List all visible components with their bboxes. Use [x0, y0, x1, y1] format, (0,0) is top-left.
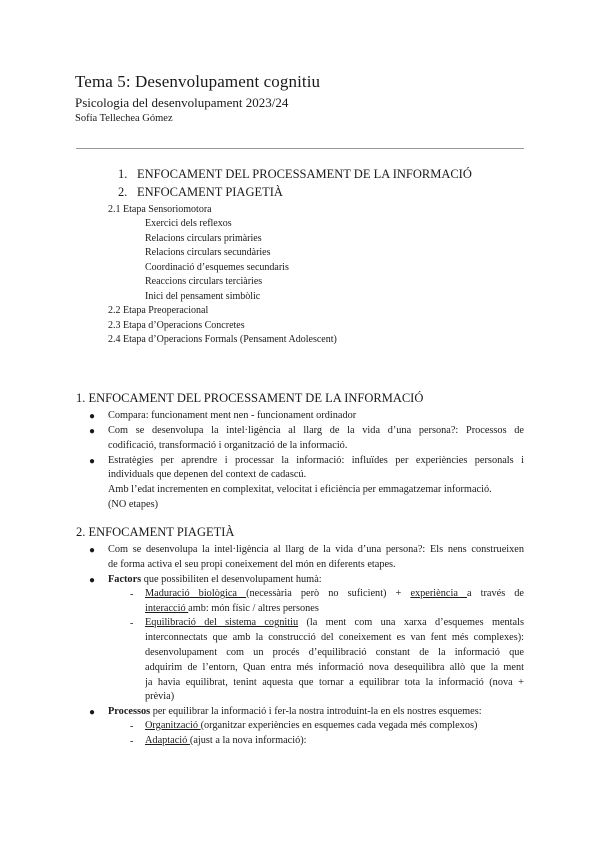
list-item-line: desenvolupament com un procés d’equilibració constant de la informació que: [145, 647, 524, 658]
horizontal-divider: [76, 148, 524, 149]
toc-item-processament[interactable]: ENFOCAMENT DEL PROCESSAMENT DE LA INFORMACIÓ: [137, 167, 472, 181]
factor-equilibracio-line: [145, 617, 524, 632]
toc-item-number: 1.: [118, 167, 128, 181]
page-subtitle: Psicologia del desenvolupament 2023/24: [75, 95, 289, 110]
toc-subsub-item[interactable]: Relacions circulars primàries: [145, 233, 262, 244]
toc-sub-preoperacional[interactable]: 2.2 Etapa Preoperacional: [108, 305, 209, 316]
section-heading-processament: 1. ENFOCAMENT DEL PROCESSAMENT DE LA INFORMACIÓ: [76, 391, 424, 405]
bullet-icon: ●: [89, 545, 96, 556]
toc-subsub-item[interactable]: Relacions circulars secundàries: [145, 247, 271, 258]
page-title: Tema 5: Desenvolupament cognitiu: [75, 72, 321, 91]
list-item: Compara: funcionament ment nen - funcionament ordinador: [108, 410, 357, 421]
interaccio-text: amb: món físic / altres persones: [188, 603, 319, 614]
list-item-line: codificació, transformació i organització de la informació.: [108, 440, 348, 451]
processos-text: per equilibrar la informació i fer-la nostra introduint-la en els nostres esquemes:: [150, 706, 482, 717]
list-item-line: individuals que depenen del context de cadascú.: [108, 469, 307, 480]
list-item-line: Amb l’edat incrementen en complexitat, velocitat i eficiència per emmagatzemar informació.: [108, 484, 492, 495]
section-heading-piagetia: 2. ENFOCAMENT PIAGETIÀ: [76, 525, 235, 539]
factors-line: [108, 574, 322, 585]
maduracio-term: Maduració biològica: [145, 588, 247, 599]
experiencia-text: a través de: [466, 588, 524, 599]
factors-text: que possibiliten el desenvolupament humà:: [141, 574, 322, 585]
list-item-line: prèvia): [145, 691, 175, 702]
author-name: Sofía Tellechea Gómez: [75, 113, 173, 124]
processos-label: Processos: [108, 706, 151, 717]
bullet-icon: ●: [89, 411, 96, 422]
organitzacio-term: Organització: [145, 720, 201, 731]
toc-item-piagetia[interactable]: ENFOCAMENT PIAGETIÀ: [137, 185, 283, 199]
list-item-line: Estratègies per aprendre i processar la informació: influïdes per experiències personals i: [108, 455, 524, 466]
toc-sub-formals[interactable]: 2.4 Etapa d’Operacions Formals (Pensament Adolescent): [108, 334, 337, 345]
toc-subsub-item[interactable]: Inici del pensament simbòlic: [145, 291, 261, 302]
list-item-line: interconnectats que amb la construcció del coneixement es van fent més complexes):: [145, 632, 524, 643]
toc-sub-sensoriomotora[interactable]: 2.1 Etapa Sensoriomotora: [108, 204, 212, 215]
list-item-line: ja havia equilibrat, tenint aquesta que tornar a equilibrar tota la informació (nova +: [145, 677, 524, 688]
list-item-line: (NO etapes): [108, 499, 159, 510]
dash-marker: -: [130, 736, 134, 747]
toc-subsub-item[interactable]: Coordinació d’esquemes secundaris: [145, 262, 289, 273]
toc-subsub-item[interactable]: Reaccions circulars terciàries: [145, 276, 263, 287]
toc-item-number: 2.: [118, 185, 128, 199]
factors-label: Factors: [108, 574, 142, 585]
toc-subsub-item[interactable]: Exercici dels reflexos: [145, 218, 232, 229]
dash-marker: -: [130, 721, 134, 732]
toc-sub-concretes[interactable]: 2.3 Etapa d’Operacions Concretes: [108, 320, 245, 331]
list-item-line: Com se desenvolupa la intel·ligència al llarg de la vida d’una persona?: Processos de: [108, 425, 524, 436]
equilibracio-text: (la ment com una xarxa d’esquemes mentals: [298, 617, 524, 628]
bullet-icon: ●: [89, 426, 96, 437]
adaptacio-term: Adaptació: [145, 735, 190, 746]
list-item-line: Com se desenvolupa la intel·ligència al llarg de la vida d’una persona?: Els nens construeixen: [108, 544, 524, 555]
equilibracio-term: Equilibració del sistema cognitiu: [145, 617, 299, 628]
adaptacio-text: (ajust a la nova informació):: [189, 735, 307, 746]
bullet-icon: ●: [89, 575, 96, 586]
experiencia-term: experiència: [410, 588, 467, 599]
list-item-line: de forma activa el seu propi coneixement del món en diferents etapes.: [108, 559, 396, 570]
maduracio-text: (necessària però no suficient) +: [246, 588, 411, 599]
factor-maduracio-line: [145, 588, 524, 603]
interaccio-term: interacció: [145, 603, 189, 614]
organitzacio-text: (organitzar experiències en esquemes cada vegada més complexos): [200, 720, 478, 731]
dash-marker: -: [130, 589, 134, 600]
list-item-line: adquirim de l’entorn, Quan entra més informació nova desequilibra allò que la ment: [145, 662, 524, 673]
bullet-icon: ●: [89, 456, 96, 467]
dash-marker: -: [130, 618, 134, 629]
processos-line: [108, 706, 482, 717]
proces-adaptacio-line: [145, 735, 307, 746]
factor-interaccio-line: [145, 603, 319, 614]
proces-organitzacio-line: [145, 720, 477, 731]
bullet-icon: ●: [89, 707, 96, 718]
